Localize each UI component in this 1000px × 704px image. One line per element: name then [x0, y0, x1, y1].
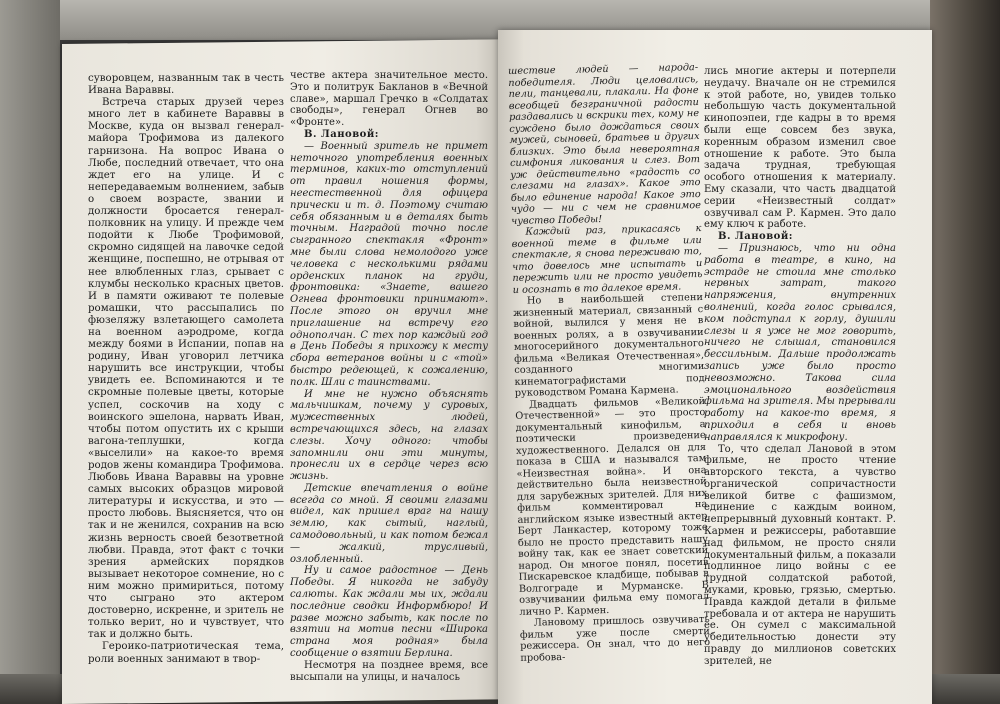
quote-paragraph: — Военный зритель не примет неточного употребления военных терминов, каких-то отступлений от правил ношения формы, неестественной для офицера прически и т. д. Поэтому считаю себя обязанным и в деталях быть точным. Наградой точно после сыгранного спектакля «Фронт» мне были слова немолодого уже человека с несколькими рядами орденских планок на груди, фронтовика: «Знаете, вашего Огнева фронтовики принимают». После этого он вручил мне приглашение на встречу его однополчан. С тех пор каждый год в День Победы я прихожу к месту сбора ветеранов войны и с «той» быстро редеющей, к сожалению, полк. Шли с таинствами. [290, 140, 488, 388]
paragraph: Но в наибольшей степени жизненный материал, связанный с войной, вылился у меня не в военных ролях, а в озвучивании многосерийного документального фильма «Великая Отечественная», созданного многими кинематографистами под руководством Романа Кармена. [513, 291, 705, 399]
paragraph: Несмотря на позднее время, все высыпали на улицы, и началось [290, 659, 488, 683]
speaker-heading: В. Лановой: [304, 128, 379, 140]
quote-paragraph: Детские впечатления о войне всегда со мной. Я своими глазами видел, как пришел враг на нашу землю, как сытый, наглый, самодовольный, и как потом бежал — жалкий, трусливый, озлобленный. [290, 482, 488, 565]
paragraph: суворовцем, названным так в честь Ивана Вараввы. [88, 72, 284, 97]
book-cover-edge [930, 0, 1000, 704]
right-page-column-1 [508, 62, 710, 664]
left-page-column-2 [290, 70, 488, 683]
quote-paragraph: Каждый раз, прикасаясь к военной теме в фильме или спектакле, я снова переживаю то, что довелось мне испытать и пережить или не просто увидеть и осознать в то далекое время. [511, 222, 703, 296]
right-page-column-2 [704, 66, 896, 668]
paragraph: То, что сделал Лановой в этом фильме, не просто чтение авторского текста, а чувство органической сопричастности великой битве с фашизмом, единение с каждым воином, непрерывный духовный контакт. Р. Кармен и режиссеры, работавшие над фильмом, не просто сняли документальный фильм, а показали подлинное лицо войны с ее трудной солдатской работой, муками, кровью, грязью, смертью. Правда каждой детали в фильме требовала и от актера не нарушить ее. Он сумел с максимальной убедительностью донести эту правду до миллионов советских зрителей, не [704, 443, 896, 667]
paragraph: честве актера значительное место. Это и политрук Бакланов в «Вечной славе», маршал Гречко в «Солдатах свободы», генерал Огнев во «Фронте». [290, 70, 488, 129]
quote-paragraph: — Признаюсь, что ни одна работа в театре, в кино, на эстраде не стоила мне столько нервных затрат, такого напряжения, внутренних волнений, когда голос срывался, ком подступал к горлу, душили слезы и я уже не мог говорить, ничего не слышал, становился бессильным. Дальше продолжать запись уже было просто невозможно. Такова сила эмоционального воздействия фильма на зрителя. Мы прерывали работу на какое-то время, я приходил в себя и вновь направлялся к микрофону. [704, 242, 896, 443]
left-page-column-1 [88, 72, 284, 665]
paragraph: лись многие актеры и потерпели неудачу. Вначале он не стремился к этой работе, но, увидев только небольшую часть документальной кинопоэпеи, где кадры в то время были еще совсем без звука, коренным образом изменил свое отношение к работе. Это была задача трудная, требующая особого отношения к материалу. Ему сказали, что часть двадцатой серии «Неизвестный солдат» озвучивал сам Р. Кармен. Это дало ему ключ к работе. [704, 66, 896, 231]
paragraph: Встреча старых друзей через много лет в кабинете Вараввы в Москве, куда он вызвал генерал-майора Трофимова из далекого гарнизона. На вопрос Ивана о Любе, последний отвечает, что она ждет его на улице. И с непередаваемым волнением, забыв о своем возрасте, звании и должности бросается генерал-полковник на улицу. И прежде чем подойти к Любе Трофимовой, скромно сидящей на лавочке седой женщине, поспешно, не отрывая от нее влюбленных глаз, срывает с клумбы несколько красных цветов. И в памяти оживают те полевые ромашки, что рассыпались по фюзеляжу взлетающего самолета на военном аэродроме, когда между боями в Испании, попав на родину, Иван уговорил летчика нарушить все инструкции, чтобы увидеть ее. Вспоминаются и те скромные полевые цветы, которые успел, соскочив на ходу с воинского эшелона, нарвать Иван, чтобы потом опустить их с крыши вагона-теплушки, когда «выселили» на какое-то время родов жены командира Трофимова. Любовь Ивана Вараввы на уровне самых высоких образцов мировой литературы и искусства, и это — просто любовь. Выясняется, что он так и не женился, сохранив на всю жизнь верность своей безответной любви. Правда, этот факт с точки зрения армейских порядков вызывает некоторое сомнение, но с ним можно примириться, потому что сыграно это актером достоверно, искренне, и зритель не только верит, но и чувствует, что так и должно быть. [88, 96, 284, 641]
speaker-heading: В. Лановой: [718, 231, 793, 243]
paragraph: Двадцать фильмов «Великой Отечественной» — это просто документальный кинофильм, а поэтически произведение художественного. Делался он для показа в США и назывался там «Неизвестная война». И она действительно была неизвестной для зарубежных зрителей. Для них фильм комментировал на английском языке известный актер Берт Ланкастер, которому тоже было не просто представить нашу войну так, как ее знает советский народ. Он многое понял, посетив Пискаревское кладбище, побывав в Волгограде и Мурманске. В озвучивании фильма ему помогал лично Р. Кармен. [515, 395, 710, 618]
quote-paragraph: шествие людей — народа-победителя. Люди целовались, пели, танцевали, плакали. На фоне всеобщей безграничной радости раздавались и вскрики тех, кому не суждено было дождаться своих мужей, сыновей, братьев и других близких. Это была невероятная симфония ликования и слез. Вот уж действительно «радость со слезами на глазах». Какое это было единение народа! Какое это чудо — ни с чем не сравнимое чувство Победы! [508, 62, 702, 227]
paragraph: Героико-патриотическая тема, роли военных занимают в твор- [88, 640, 284, 665]
paragraph: Лановому пришлось озвучивать фильм уже после смерти режиссера. Он знал, что до него пробова- [519, 613, 711, 664]
background-left [0, 0, 60, 704]
quote-paragraph: И мне не нужно объяснять мальчишкам, почему у суровых, мужественных людей, встречающихся здесь, на глазах слезы. Хочу одного: чтобы запомнили они эти минуты, пронесли их в сердце через всю жизнь. [290, 388, 488, 483]
quote-paragraph: Ну и самое радостное — День Победы. Я никогда не забуду салюты. Как ждали мы их, ждали последние сводки Информбюро! И разве можно забыть, как после по взятии на мотив песни «Широка страна моя родная» была сообщение о взятии Берлина. [290, 565, 488, 660]
